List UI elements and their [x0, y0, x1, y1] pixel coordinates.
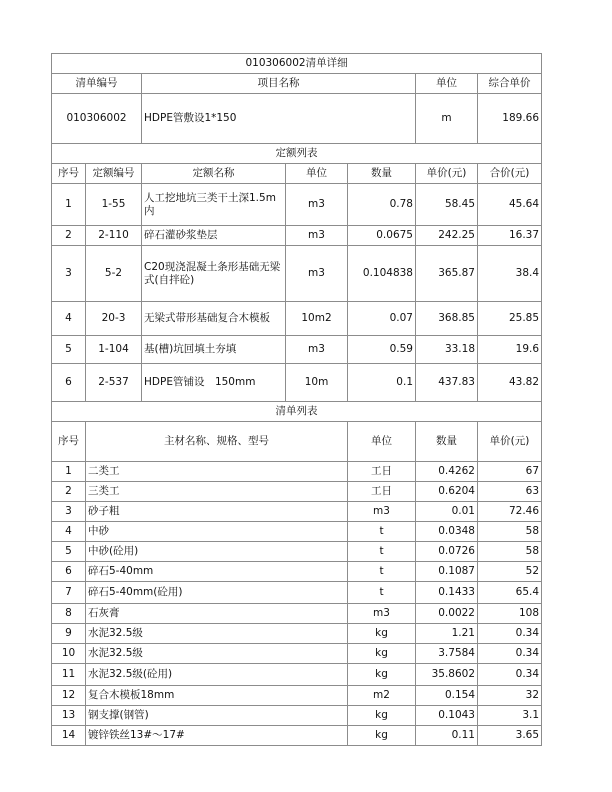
quota-qty: 0.59 [348, 336, 416, 364]
material-no: 12 [52, 686, 86, 706]
material-no: 1 [52, 462, 86, 482]
material-no: 13 [52, 706, 86, 726]
material-unit: t [348, 542, 416, 562]
quota-name: 人工挖地坑三类干土深1.5m内 [142, 184, 286, 226]
material-name: 中砂 [86, 522, 348, 542]
quota-unit-price: 368.85 [416, 302, 478, 336]
material-no: 3 [52, 502, 86, 522]
quota-unit-price: 33.18 [416, 336, 478, 364]
quota-total: 16.37 [478, 226, 542, 246]
quota-no: 5 [52, 336, 86, 364]
material-unit: m3 [348, 604, 416, 624]
quota-row [52, 302, 542, 336]
material-qty: 0.0726 [416, 542, 478, 562]
quota-column-header: 定额编号 [86, 164, 142, 184]
material-unit: kg [348, 726, 416, 746]
material-section-row [52, 402, 542, 422]
quota-row [52, 336, 542, 364]
material-unit: kg [348, 644, 416, 664]
quota-row [52, 246, 542, 302]
quota-unit: m3 [286, 246, 348, 302]
bill-name-header: 项目名称 [142, 74, 416, 94]
quota-header-row [52, 164, 542, 184]
material-column-header: 单价(元) [478, 422, 542, 462]
quota-total: 38.4 [478, 246, 542, 302]
material-column-header: 序号 [52, 422, 86, 462]
quota-column-header: 单价(元) [416, 164, 478, 184]
material-row [52, 604, 542, 624]
bill-unit: m [416, 94, 478, 144]
quota-unit: 10m2 [286, 302, 348, 336]
material-qty: 0.1043 [416, 706, 478, 726]
material-unit: t [348, 582, 416, 604]
quota-column-header: 数量 [348, 164, 416, 184]
table-title: 010306002清单详细 [52, 54, 542, 74]
material-name: 水泥32.5级(砼用) [86, 664, 348, 686]
material-qty: 0.1433 [416, 582, 478, 604]
bill-unit-header: 单位 [416, 74, 478, 94]
material-name: 中砂(砼用) [86, 542, 348, 562]
material-unit-price: 65.4 [478, 582, 542, 604]
material-column-header: 单位 [348, 422, 416, 462]
material-row [52, 562, 542, 582]
material-qty: 0.01 [416, 502, 478, 522]
quota-no: 3 [52, 246, 86, 302]
quota-code: 1-104 [86, 336, 142, 364]
quota-unit: m3 [286, 336, 348, 364]
quota-column-header: 序号 [52, 164, 86, 184]
material-unit-price: 63 [478, 482, 542, 502]
quota-code: 1-55 [86, 184, 142, 226]
material-row [52, 542, 542, 562]
material-name: 钢支撑(钢管) [86, 706, 348, 726]
material-no: 14 [52, 726, 86, 746]
material-unit: kg [348, 706, 416, 726]
material-name: 碎石5-40mm [86, 562, 348, 582]
material-row [52, 582, 542, 604]
material-row [52, 482, 542, 502]
quota-no: 2 [52, 226, 86, 246]
quota-qty: 0.104838 [348, 246, 416, 302]
quota-name: C20现浇混凝土条形基础无梁式(自拌砼) [142, 246, 286, 302]
material-no: 9 [52, 624, 86, 644]
quota-code: 20-3 [86, 302, 142, 336]
material-row [52, 686, 542, 706]
quota-unit-price: 365.87 [416, 246, 478, 302]
material-qty: 0.0348 [416, 522, 478, 542]
material-qty: 0.1087 [416, 562, 478, 582]
material-row [52, 502, 542, 522]
quota-row [52, 184, 542, 226]
material-unit: kg [348, 664, 416, 686]
material-no: 4 [52, 522, 86, 542]
material-qty: 3.7584 [416, 644, 478, 664]
quota-unit: m3 [286, 184, 348, 226]
material-unit-price: 108 [478, 604, 542, 624]
quota-section-row [52, 144, 542, 164]
material-qty: 0.6204 [416, 482, 478, 502]
material-name: 三类工 [86, 482, 348, 502]
material-no: 5 [52, 542, 86, 562]
material-name: 水泥32.5级 [86, 624, 348, 644]
quota-total: 25.85 [478, 302, 542, 336]
material-unit-price: 67 [478, 462, 542, 482]
quota-total: 19.6 [478, 336, 542, 364]
quota-column-header: 单位 [286, 164, 348, 184]
material-section-title: 清单列表 [52, 402, 542, 422]
material-row [52, 706, 542, 726]
quota-unit: 10m [286, 364, 348, 402]
material-unit: t [348, 522, 416, 542]
bill-name: HDPE管敷设1*150 [142, 94, 416, 144]
material-no: 2 [52, 482, 86, 502]
material-unit-price: 0.34 [478, 624, 542, 644]
material-unit-price: 72.46 [478, 502, 542, 522]
material-no: 11 [52, 664, 86, 686]
material-unit: m2 [348, 686, 416, 706]
quota-no: 1 [52, 184, 86, 226]
material-name: 复合木模板18mm [86, 686, 348, 706]
quota-no: 4 [52, 302, 86, 336]
material-qty: 0.154 [416, 686, 478, 706]
quota-row [52, 226, 542, 246]
quota-code: 2-110 [86, 226, 142, 246]
material-column-header: 主材名称、规格、型号 [86, 422, 348, 462]
quota-qty: 0.78 [348, 184, 416, 226]
material-row [52, 522, 542, 542]
material-row [52, 624, 542, 644]
material-row [52, 664, 542, 686]
quota-qty: 0.0675 [348, 226, 416, 246]
material-row [52, 726, 542, 746]
material-unit-price: 0.34 [478, 664, 542, 686]
material-qty: 0.4262 [416, 462, 478, 482]
bill-code-header: 清单编号 [52, 74, 142, 94]
material-unit: t [348, 562, 416, 582]
material-unit-price: 3.65 [478, 726, 542, 746]
bill-code: 010306002 [52, 94, 142, 144]
material-unit-price: 0.34 [478, 644, 542, 664]
quota-name: HDPE管铺设 150mm [142, 364, 286, 402]
quota-unit-price: 58.45 [416, 184, 478, 226]
material-unit-price: 3.1 [478, 706, 542, 726]
material-no: 6 [52, 562, 86, 582]
material-name: 砂子粗 [86, 502, 348, 522]
quota-name: 基(槽)坑回填土夯填 [142, 336, 286, 364]
quota-unit-price: 437.83 [416, 364, 478, 402]
table-body [52, 54, 542, 746]
bill-row [52, 94, 542, 144]
bill-price-header: 综合单价 [478, 74, 542, 94]
material-unit-price: 58 [478, 522, 542, 542]
quota-qty: 0.1 [348, 364, 416, 402]
quota-row [52, 364, 542, 402]
quota-name: 无梁式带形基础复合木模板 [142, 302, 286, 336]
quota-code: 5-2 [86, 246, 142, 302]
title-row [52, 54, 542, 74]
quota-section-title: 定额列表 [52, 144, 542, 164]
quota-unit-price: 242.25 [416, 226, 478, 246]
material-unit-price: 52 [478, 562, 542, 582]
bill-detail-table [51, 53, 542, 746]
material-name: 水泥32.5级 [86, 644, 348, 664]
material-qty: 35.8602 [416, 664, 478, 686]
material-qty: 0.11 [416, 726, 478, 746]
material-unit-price: 32 [478, 686, 542, 706]
material-unit: 工日 [348, 462, 416, 482]
material-no: 10 [52, 644, 86, 664]
quota-name: 碎石灌砂浆垫层 [142, 226, 286, 246]
material-no: 7 [52, 582, 86, 604]
material-column-header: 数量 [416, 422, 478, 462]
material-row [52, 462, 542, 482]
material-name: 石灰膏 [86, 604, 348, 624]
material-unit: kg [348, 624, 416, 644]
material-unit-price: 58 [478, 542, 542, 562]
quota-no: 6 [52, 364, 86, 402]
material-header-row [52, 422, 542, 462]
quota-total: 43.82 [478, 364, 542, 402]
quota-column-header: 合价(元) [478, 164, 542, 184]
bill-price: 189.66 [478, 94, 542, 144]
material-name: 镀锌铁丝13#～17# [86, 726, 348, 746]
quota-unit: m3 [286, 226, 348, 246]
quota-total: 45.64 [478, 184, 542, 226]
material-qty: 0.0022 [416, 604, 478, 624]
bill-header-row [52, 74, 542, 94]
material-no: 8 [52, 604, 86, 624]
material-row [52, 644, 542, 664]
quota-qty: 0.07 [348, 302, 416, 336]
quota-code: 2-537 [86, 364, 142, 402]
quota-column-header: 定额名称 [142, 164, 286, 184]
material-unit: m3 [348, 502, 416, 522]
material-name: 碎石5-40mm(砼用) [86, 582, 348, 604]
material-unit: 工日 [348, 482, 416, 502]
material-name: 二类工 [86, 462, 348, 482]
material-qty: 1.21 [416, 624, 478, 644]
